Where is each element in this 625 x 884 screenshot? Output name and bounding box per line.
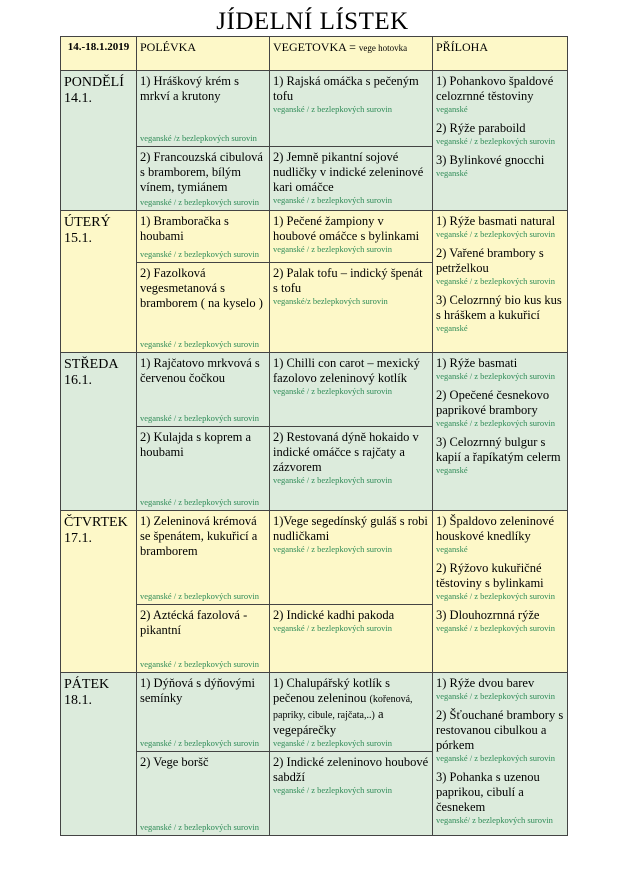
- soup-text: 1) Dýňová s dýňovými semínky: [140, 676, 255, 705]
- main-cell: [270, 71, 433, 147]
- side-text: 2) Vařené brambory s petrželkou: [436, 246, 544, 275]
- header-vegetovka: [270, 37, 433, 71]
- soup-note: veganské / z bezlepkových surovin: [140, 339, 259, 349]
- side-item: [436, 356, 564, 382]
- soup-note: veganské / z bezlepkových surovin: [140, 822, 259, 832]
- side-cell: [433, 71, 568, 211]
- soup-note: veganské /z bezlepkových surovin: [140, 133, 257, 143]
- day-cell: [61, 511, 137, 673]
- soup-text: 2) Francouzská cibulová s bramborem, bílým vínem, tymiánem: [140, 150, 263, 194]
- soup-note: veganské / z bezlepkových surovin: [140, 413, 259, 423]
- side-item: [436, 246, 564, 287]
- main-note: veganské / z bezlepkových surovin: [273, 195, 392, 205]
- side-cell: [433, 673, 568, 836]
- day-name: ÚTERÝ: [64, 215, 111, 230]
- soup-cell: [137, 71, 270, 147]
- side-text: 1) Špaldovo zeleninové houskové knedlíky: [436, 514, 555, 543]
- header-soup: POLÉVKA: [137, 37, 270, 71]
- soup-note: veganské / z bezlepkových surovin: [140, 497, 259, 507]
- soup-note: veganské / z bezlepkových surovin: [140, 738, 259, 748]
- side-text: 2) Šťouchané brambory s restovanou cibulkou a pórkem: [436, 708, 564, 752]
- day-name: PÁTEK: [64, 677, 110, 692]
- side-text: 3) Celozrnný bulgur s kapií a řapíkatým celerm: [436, 435, 561, 464]
- main-text: 2) Jemně pikantní sojové nudličky v indické zeleninové kari omáčce: [273, 150, 424, 194]
- side-note: veganské / z bezlepkových surovin: [436, 276, 555, 286]
- side-text: 2) Rýže paraboild: [436, 121, 526, 135]
- day-row: [61, 211, 568, 263]
- side-cell: [433, 511, 568, 673]
- side-note: veganské: [436, 544, 468, 554]
- day-row: [61, 353, 568, 427]
- side-note: veganské: [436, 168, 468, 178]
- soup-cell: [137, 263, 270, 353]
- day-cell: [61, 353, 137, 511]
- day-cell: [61, 673, 137, 836]
- main-cell: [270, 263, 433, 353]
- side-item: [436, 561, 564, 602]
- soup-text: 2) Aztécká fazolová - pikantní: [140, 608, 248, 637]
- side-cell: [433, 211, 568, 353]
- side-note: veganské: [436, 104, 468, 114]
- day-date: 16.1.: [64, 373, 92, 388]
- side-text: 1) Rýže basmati: [436, 356, 518, 370]
- header-vegetovka-label: VEGETOVKA =: [273, 40, 356, 54]
- soup-text: 2) Vege boršč: [140, 755, 209, 769]
- side-item: [436, 608, 564, 634]
- side-text: 1) Rýže basmati natural: [436, 214, 556, 228]
- side-note: veganské / z bezlepkových surovin: [436, 371, 555, 381]
- day-row: [61, 71, 568, 147]
- day-name: ČTVRTEK: [64, 515, 128, 530]
- side-note: veganské / z bezlepkových surovin: [436, 753, 555, 763]
- main-text: [273, 676, 429, 738]
- side-text: 2) Opečené česnekovo paprikové brambory: [436, 388, 550, 417]
- side-item: [436, 214, 564, 240]
- side-note: veganské / z bezlepkových surovin: [436, 691, 555, 701]
- side-text: 2) Rýžovo kukuřičné těstoviny s bylinkami: [436, 561, 544, 590]
- main-text: 2) Indické kadhi pakoda: [273, 608, 395, 622]
- soup-text: 1) Bramboračka s houbami: [140, 214, 229, 243]
- soup-text: 1) Zeleninová krémová se špenátem, kukuřicí a bramborem: [140, 514, 258, 558]
- side-text: 3) Bylinkové gnocchi: [436, 153, 545, 167]
- main-cell: [270, 147, 433, 211]
- day-date: 18.1.: [64, 693, 92, 708]
- soup-text: 1) Rajčatovo mrkvová s červenou čočkou: [140, 356, 260, 385]
- main-text-small: (kořenová, papriky, cibule, rajčata,..): [273, 694, 413, 721]
- side-cell: [433, 353, 568, 511]
- day-name: PONDĚLÍ: [64, 75, 124, 90]
- side-note: veganské: [436, 323, 468, 333]
- day-date: 17.1.: [64, 531, 92, 546]
- soup-cell: [137, 673, 270, 752]
- side-note: veganské: [436, 465, 468, 475]
- day-row: [61, 673, 568, 752]
- side-item: [436, 676, 564, 702]
- day-date: 14.1.: [64, 91, 92, 106]
- soup-cell: [137, 427, 270, 511]
- main-text: 1) Chilli con carot – mexický fazolovo zeleninový kotlík: [273, 356, 420, 385]
- main-text-part: 1) Chalupářský kotlík s pečenou zeleninou: [273, 676, 391, 705]
- menu-table: [60, 36, 568, 836]
- soup-cell: [137, 511, 270, 605]
- soup-text: 1) Hráškový krém s mrkví a krutony: [140, 74, 239, 103]
- soup-note: veganské / z bezlepkových surovin: [140, 249, 259, 259]
- main-cell: [270, 211, 433, 263]
- soup-text: 2) Fazolková vegesmetanová s bramborem ( na kyselo ): [140, 266, 263, 310]
- main-text-end: a vegepárečky: [273, 707, 384, 737]
- soup-cell: [137, 147, 270, 211]
- main-note: veganské / z bezlepkových surovin: [273, 475, 392, 485]
- side-item: [436, 708, 564, 764]
- main-note: veganské / z bezlepkových surovin: [273, 623, 392, 633]
- side-item: [436, 514, 564, 555]
- main-text: 2) Indické zeleninovo houbové sabdží: [273, 755, 429, 784]
- side-item: [436, 293, 564, 334]
- day-row: [61, 511, 568, 605]
- header-vegetovka-note: vege hotovka: [358, 43, 408, 53]
- header-side: PŘÍLOHA: [433, 37, 568, 71]
- day-cell: [61, 211, 137, 353]
- main-note: veganské / z bezlepkových surovin: [273, 104, 392, 114]
- day-name: STŘEDA: [64, 357, 119, 372]
- header-date: 14.-18.1.2019: [61, 37, 137, 71]
- side-note: veganské / z bezlepkových surovin: [436, 418, 555, 428]
- side-note: veganské / z bezlepkových surovin: [436, 136, 555, 146]
- soup-note: veganské / z bezlepkových surovin: [140, 591, 259, 601]
- main-cell: [270, 605, 433, 673]
- side-text: 1) Pohankovo špaldové celozrnné těstoviny: [436, 74, 554, 103]
- main-cell: [270, 511, 433, 605]
- soup-note: veganské / z bezlepkových surovin: [140, 659, 259, 669]
- soup-cell: [137, 353, 270, 427]
- main-cell: [270, 673, 433, 752]
- side-note: veganské / z bezlepkových surovin: [436, 229, 555, 239]
- soup-note: veganské / z bezlepkových surovin: [140, 197, 259, 207]
- main-text: 2) Restovaná dýně hokaido v indické omáčce s rajčaty a zázvorem: [273, 430, 419, 474]
- main-note: veganské/z bezlepkových surovin: [273, 296, 388, 306]
- day-cell: [61, 71, 137, 211]
- side-item: [436, 74, 564, 115]
- side-note: veganské/ z bezlepkových surovin: [436, 815, 553, 825]
- side-text: 3) Dlouhozrnná rýže: [436, 608, 540, 622]
- side-item: [436, 770, 564, 826]
- side-item: [436, 388, 564, 429]
- main-note: veganské / z bezlepkových surovin: [273, 244, 392, 254]
- side-item: [436, 153, 564, 179]
- page-title: JÍDELNÍ LÍSTEK: [216, 8, 409, 35]
- main-text: 2) Palak tofu – indický špenát s tofu: [273, 266, 423, 295]
- main-note: veganské / z bezlepkových surovin: [273, 386, 392, 396]
- soup-text: 2) Kulajda s koprem a houbami: [140, 430, 252, 459]
- day-date: 15.1.: [64, 231, 92, 246]
- main-text: 1)Vege segedínský guláš s robi nudličkami: [273, 514, 428, 543]
- main-cell: [270, 752, 433, 836]
- side-item: [436, 435, 564, 476]
- soup-cell: [137, 752, 270, 836]
- main-cell: [270, 353, 433, 427]
- main-note: veganské / z bezlepkových surovin: [273, 785, 392, 795]
- side-text: 3) Celozrnný bio kus kus s hráškem a kukuřicí: [436, 293, 562, 322]
- soup-cell: [137, 211, 270, 263]
- header-row: [61, 37, 568, 71]
- side-note: veganské / z bezlepkových surovin: [436, 591, 555, 601]
- main-text: 1) Rajská omáčka s pečeným tofu: [273, 74, 419, 103]
- side-item: [436, 121, 564, 147]
- main-cell: [270, 427, 433, 511]
- main-text: 1) Pečené žampiony v houbové omáčce s bylinkami: [273, 214, 420, 243]
- side-text: 1) Rýže dvou barev: [436, 676, 535, 690]
- side-text: 3) Pohanka s uzenou paprikou, cibulí a česnekem: [436, 770, 540, 814]
- main-note: veganské / z bezlepkových surovin: [273, 544, 392, 554]
- main-note: veganské / z bezlepkových surovin: [273, 738, 392, 748]
- soup-cell: [137, 605, 270, 673]
- side-note: veganské / z bezlepkových surovin: [436, 623, 555, 633]
